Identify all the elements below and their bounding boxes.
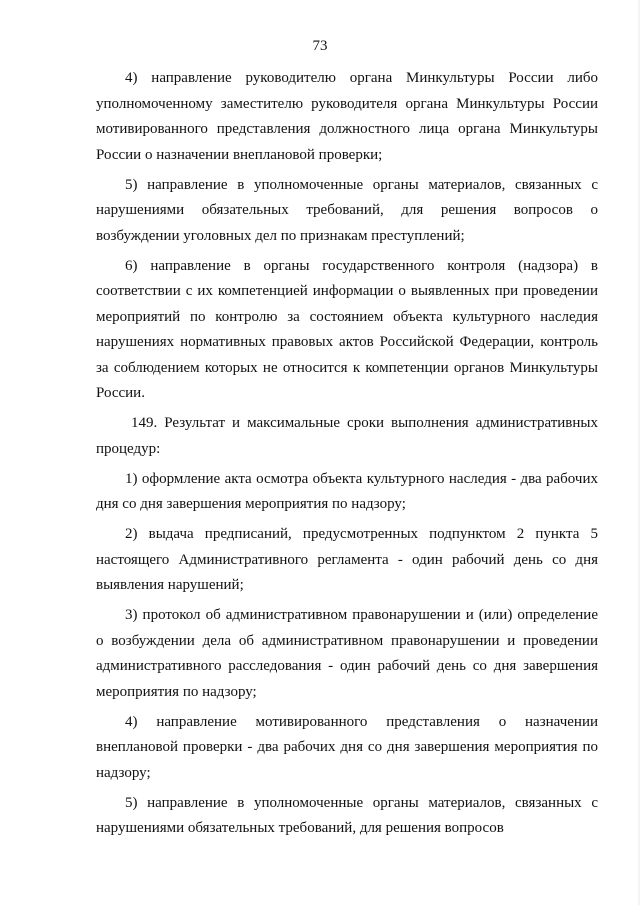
paragraph-item-6-information: 6) направление в органы государственного контроля (надзора) в соответствии с их компетенцией информации о выявленных при проведении мероприятий по контролю за состоянием объекта культурного наследия нарушениях нормативных правовых актов Российской Федерации, контроль за соблюдением которых не относится к компетенции органов Минкультуры России.	[96, 257, 598, 401]
paragraph-section-149: 149. Результат и максимальные сроки выполнения административных процедур:	[96, 415, 598, 457]
paragraph-item-5-materials: 5) направление в уполномоченные органы материалов, связанных с нарушениями обязательных требований, для решения вопросов о возбуждении уголовных дел по признакам преступлений;	[96, 176, 598, 244]
paragraph-result-3-protocol: 3) протокол об административном правонарушении и (или) определение о возбуждении дела об административном правонарушении и проведении административного расследования - один рабочий день со дня завершения мероприятия по надзору;	[96, 607, 598, 700]
paragraph-result-5-materials: 5) направление в уполномоченные органы материалов, связанных с нарушениями обязательных требований, для решения вопросов	[96, 794, 598, 836]
paragraph-result-1-inspection-act: 1) оформление акта осмотра объекта культурного наследия - два рабочих дня со дня завершения мероприятия по надзору;	[96, 470, 598, 512]
paragraph-result-4-submission: 4) направление мотивированного представления о назначении внеплановой проверки - два рабочих дня со дня завершения мероприятия по надзору;	[96, 713, 598, 781]
document-body	[96, 66, 598, 846]
page-number: 73	[312, 38, 328, 54]
paragraph-result-2-orders: 2) выдача предписаний, предусмотренных подпунктом 2 пункта 5 настоящего Административного регламента - один рабочий день со дня выявления нарушений;	[96, 526, 598, 593]
paragraph-item-4-submission: 4) направление руководителю органа Минкультуры России либо уполномоченному заместителю руководителя органа Минкультуры России мотивированного представления должностного лица органа Минкультуры России о назначении внеплановой проверки;	[96, 70, 598, 163]
